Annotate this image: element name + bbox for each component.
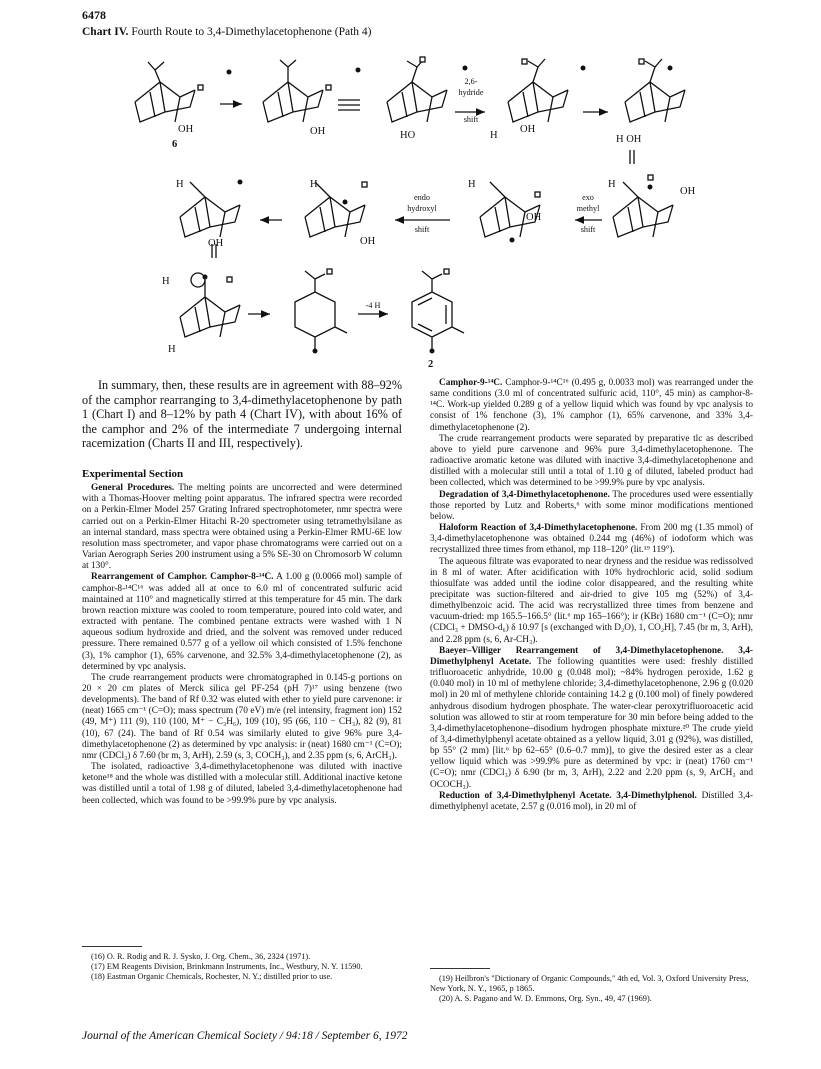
paragraph bbox=[430, 646, 753, 791]
reaction-scheme bbox=[110, 52, 730, 370]
journal-footer: Journal of the American Chemical Society / 94:18 / September 6, 1972 bbox=[82, 1030, 408, 1042]
chart-oh-label-1: OH bbox=[178, 124, 194, 135]
paragraph bbox=[430, 523, 753, 556]
arrow-endo-line2: hydroxyl bbox=[407, 204, 437, 213]
chart-oh-label-2: OH bbox=[310, 126, 326, 137]
chart-compound-2: 2 bbox=[428, 359, 434, 370]
paragraph-text: The following quantities were used: freshly distilled trifluoroacetic anhydride, 10.00 g (0.048 mol); ~84% hydrogen peroxide, 1.62 g (0.040 mol) in 10 ml of methylene chloride; 3,4-dimethylacetophenone, 2.96 g (0.020 mol) in 20 ml of methylene chloride containing 14.2 g (0.100 mol) of finely powdered anhydrous disodium hydrogen phosphate. The water-clear peroxytrifluoroacetic acid solution was allowed to stir at room temperature for 30 min before being added to the 3,4-dimethylacetophenone–disodium hydrogen phosphate mixture.²⁰ The crude yield of 3,4-dimethylphenyl acetate obtained as a yellow liquid, 3.01 g (92%), was distilled, bp 55° (2 mm) [lit.⁶ bp 62–65° (0.6–0.7 mm)], to give the desired ester as a clear yellow liquid which was >99.9% pure as determined by vpc: ir (neat) 1760 cm⁻¹ (C=O); nmr (CDCl₃) δ 6.90 (br m, 3, ArH), 2.22 and 2.20 ppm (s, 9, ArCH₃ and OCOCH₃). bbox=[430, 656, 753, 790]
structure-cation-3 bbox=[387, 57, 447, 122]
right-column bbox=[430, 378, 753, 813]
arrow-exo-line2: methyl bbox=[576, 204, 600, 213]
paragraph-text: The melting points are uncorrected and were determined with a Thomas-Hoover melting point apparatus. The infrared spectra were recorded on a Perkin-Elmer Model 257 Grating Infrared spectrophotometer, nmr spectra were carried out on a Perkin-Elmer Hitachi R-20 spectrometer using tetramethylsilane as an internal standard, mass spectra were obtained using a Perkin-Elmer RMU-6E low resolution mass spectrometer, and vapor phase chromatograms were carried out on a Varian Aerograph Series 200 instrument using a 5% SE-30 on Chromosorb W column at 130°. bbox=[82, 483, 402, 572]
paragraph-text: A 1.00 g (0.0066 mol) sample of camphor-8-¹⁴C¹⁶ was added all at once to 6.0 ml of concentrated sulfuric acid maintained at 110° and magnetically stirred at this temperature for 45 min. The dark brown reaction mixture was cooled to room temperature, poured into cold water, and extracted with pentane. The combined pentane extracts were washed with 1 N aqueous sodium hydroxide and dried, and the solvent was removed under reduced pressure. There remained 0.577 g of a yellow oil which consisted of 1.5% fenchone (3), 1% camphor (1), 65% carvenone, and 32.5% 3,4-dimethylacetophenone (2), as determined by vpc analysis. bbox=[82, 572, 402, 672]
structure-row2-c bbox=[480, 182, 540, 237]
structure-row3-a bbox=[180, 273, 240, 337]
footnote: (19) Heilbron's "Dictionary of Organic Compounds," 4th ed, Vol. 3, Oxford University Press, New York, N. Y., 1965, p 1865. bbox=[430, 974, 749, 993]
paragraph-text: The crude rearrangement products were separated by preparative tlc as described above to yield pure carvenone and 96% pure 3,4-dimethylacetophenone. The radioactive aromatic ketone was diluted with inactive 3,4-dimethylacetophenone and distilled with a molecular still until a total of 1.10 g of diluted, labeled product had been collected, which was determined to be >99.9% pure by vpc analysis. bbox=[430, 433, 753, 489]
footnote: (17) EM Reagents Division, Brinkmann Instruments, Inc., Westbury, N. Y. 11590. bbox=[91, 962, 363, 971]
structure-row2-b bbox=[305, 182, 367, 237]
structure-camphor-cation-6 bbox=[135, 62, 203, 122]
chart-h-label-1: H bbox=[490, 130, 498, 141]
chart-title-text: Fourth Route to 3,4-Dimethylacetophenone (Path 4) bbox=[131, 26, 372, 38]
footnote: (18) Eastman Organic Chemicals, Rochester, N. Y.; distilled prior to use. bbox=[91, 972, 333, 981]
paragraph-text: The procedures used were essentially those reported by Lutz and Roberts,⁶ with some minor modifications mentioned below. bbox=[430, 489, 753, 522]
chart-compound-6: 6 bbox=[172, 139, 178, 150]
structure-carvenone bbox=[295, 269, 347, 349]
page-number: 6478 bbox=[82, 8, 106, 22]
chart-h-oh-label: H OH bbox=[616, 134, 642, 145]
paragraph bbox=[82, 483, 402, 572]
paragraph bbox=[82, 762, 402, 807]
paragraph bbox=[430, 434, 753, 490]
footnote-rule-right bbox=[430, 968, 490, 969]
chart-h-label-4: H bbox=[468, 179, 476, 190]
arrow-endo-line3: shift bbox=[414, 225, 430, 234]
paragraph bbox=[430, 378, 753, 434]
paragraph bbox=[82, 572, 402, 672]
experimental-heading: Experimental Section bbox=[82, 468, 184, 480]
footnote: (16) O. R. Rodig and R. J. Sysko, J. Org. Chem., 36, 2324 (1971). bbox=[91, 952, 311, 961]
chart-oh-label-6: OH bbox=[526, 212, 542, 223]
structure-acetophenone-2 bbox=[412, 269, 464, 349]
arrow-hydride-line1: 2,6- bbox=[464, 77, 478, 86]
paragraph bbox=[430, 791, 753, 813]
left-column bbox=[82, 463, 402, 807]
chart-title bbox=[82, 26, 372, 38]
chart-oh-label-7: OH bbox=[680, 186, 696, 197]
arrow-hydride-line2: hydride bbox=[458, 88, 484, 97]
summary-paragraph: In summary, then, these results are in agreement with 88–92% of the camphor rearranging to 3,4-dimethylacetophenone by path 1 (Chart I) and 8–12% by path 4 (Chart IV), with about 16% of the camphor and 2% of the intermediate 7 undergoing internal racemization (Charts II and III, respectively). bbox=[82, 378, 402, 451]
paragraph-text: From 200 mg (1.35 mmol) of 3,4-dimethylacetophenone was obtained 0.244 mg (46%) of iodoform which was recrystallized three times from ethanol, mp 118–120° (lit.¹⁹ 119°). bbox=[430, 523, 753, 556]
structure-cation-4 bbox=[508, 59, 568, 122]
structure-cation-5 bbox=[625, 59, 685, 122]
structure-row2-a bbox=[180, 182, 240, 237]
paragraph-heading: Reduction of 3,4-Dimethylphenyl Acetate. 3,4-Dimethylphenol. bbox=[439, 790, 697, 801]
chart-h-label-5: H bbox=[608, 179, 616, 190]
paragraph-heading: Haloform Reaction of 3,4-Dimethylacetophenone. bbox=[439, 523, 638, 534]
structure-row2-d bbox=[613, 175, 673, 237]
chart-h-label-2: H bbox=[176, 179, 184, 190]
paragraph-text: The aqueous filtrate was evaporated to near dryness and the residue was redissolved in 8 ml of water. After acidification with 10% hydrochloric acid, solid sodium thiosulfate was added until the iodine color disappeared, and the resulting white precipitate was suction-filtered and air-dried to give 105 mg (52%) of 3,4-dimethylbenzoic acid. The acid was recrystallized three times from benzene and vacuum-dried: mp 165.5–166.5° (lit.⁶ mp 165–166°); ir (KBr) 1680 cm⁻¹ (C=O); nmr (CDCl₃ + DMSO-d₆) δ 10.97 [s (exchanged with D₂O), 1, CO₂H], 7.45 (br m, 3, ArH), and 2.28 ppm (s, 6, Ar-CH₃). bbox=[430, 556, 753, 645]
structure-cation-2 bbox=[263, 60, 331, 122]
chart-label: Chart IV. bbox=[82, 26, 129, 38]
chart-oh-label-3: OH bbox=[520, 124, 536, 135]
paragraph-text: Camphor-9-¹⁴C¹⁶ (0.495 g, 0.0033 mol) was rearranged under the same conditions (3.0 ml of concentrated sulfuric acid, 110°, 45 min) as camphor-8-¹⁴C. Work-up yielded 0.289 g of a yellow liquid which was found by vpc analysis to consist of 1% fenchone (3), 1% camphor (1), 65% carvenone, and 33% 3,4-dimethylacetophenone (2). bbox=[430, 378, 753, 433]
paragraph bbox=[82, 673, 402, 762]
paragraph-text: The crude rearrangement products were chromatographed in 0.145-g portions on 20 × 20 cm plates of Merck silica gel PF-254 (pH 7)¹⁷ using benzene (two developments). The band of Rf 0.32 was eluted with ether to yield pure carvenone: ir (neat) 1665 cm⁻¹ (C=O); mass spectrum (70 eV) m/e (rel intensity, fragment ion) 152 (49, M⁺) 111 (9), 110 (100, M⁺ − C₃H₆), 109 (10), 95 (66, 110 − CH₃), 82 (9), 81 (10), 67 (24). The band of Rf 0.54 was similarly eluted to give 96% pure 3,4-dimethylacetophenone (2) as determined by vpc analysis: ir (neat) 1680 cm⁻¹ (C=O); nmr (CDCl₃) δ 7.60 (br m, 3, ArH), 2.59 (s, 3, COCH₃), and 2.35 ppm (s, 6, ArCH₃). bbox=[82, 672, 402, 761]
paragraph bbox=[430, 490, 753, 523]
paragraph-heading: General Procedures. bbox=[91, 483, 175, 494]
chart-h-o-label: H bbox=[162, 276, 170, 287]
footnote: (20) A. S. Pagano and W. D. Emmons, Org. Syn., 49, 47 (1969). bbox=[439, 994, 652, 1003]
paragraph-heading: Baeyer–Villiger Rearrangement of 3,4-Dimethylacetophenone. 3,4-Dimethylphenyl Acetate. bbox=[430, 645, 753, 667]
arrow-endo-line1: endo bbox=[414, 193, 430, 202]
arrow-exo-line3: shift bbox=[580, 225, 596, 234]
paragraph-text: The isolated, radioactive 3,4-dimethylacetophenone was diluted with inactive ketone¹⁸ and the whole was distilled with a molecular still. Additional inactive ketone was distilled until a total of 1.98 g of diluted, labeled 3,4-dimethylacetophenone had been collected, which was found to be >99.9% pure by vpc analysis. bbox=[82, 762, 402, 806]
arrow-hydride-line3: shift bbox=[463, 115, 479, 124]
paragraph-heading: Camphor-9-¹⁴C. bbox=[439, 378, 503, 388]
footnote-rule-left bbox=[82, 946, 142, 947]
footnotes-left bbox=[82, 952, 402, 982]
chart-ho-label: HO bbox=[400, 130, 416, 141]
paragraph-heading: Degradation of 3,4-Dimethylacetophenone. bbox=[439, 489, 610, 500]
chart-oh-label-5: OH bbox=[360, 236, 376, 247]
arrow-minus4h: -4 H bbox=[365, 301, 381, 310]
chart-h-label-6: H bbox=[168, 344, 176, 355]
paragraph-text: Distilled 3,4-dimethylphenyl acetate, 2.57 g (0.016 mol), in 20 ml of bbox=[430, 790, 754, 812]
chart-oh-label-4: OH bbox=[208, 238, 224, 249]
chart-h-label-3: H bbox=[310, 179, 318, 190]
paragraph-heading: Rearrangement of Camphor. Camphor-8-¹⁴C. bbox=[91, 572, 274, 583]
arrow-exo-line1: exo bbox=[582, 193, 594, 202]
paragraph bbox=[430, 557, 753, 646]
footnotes-right bbox=[430, 974, 753, 1004]
